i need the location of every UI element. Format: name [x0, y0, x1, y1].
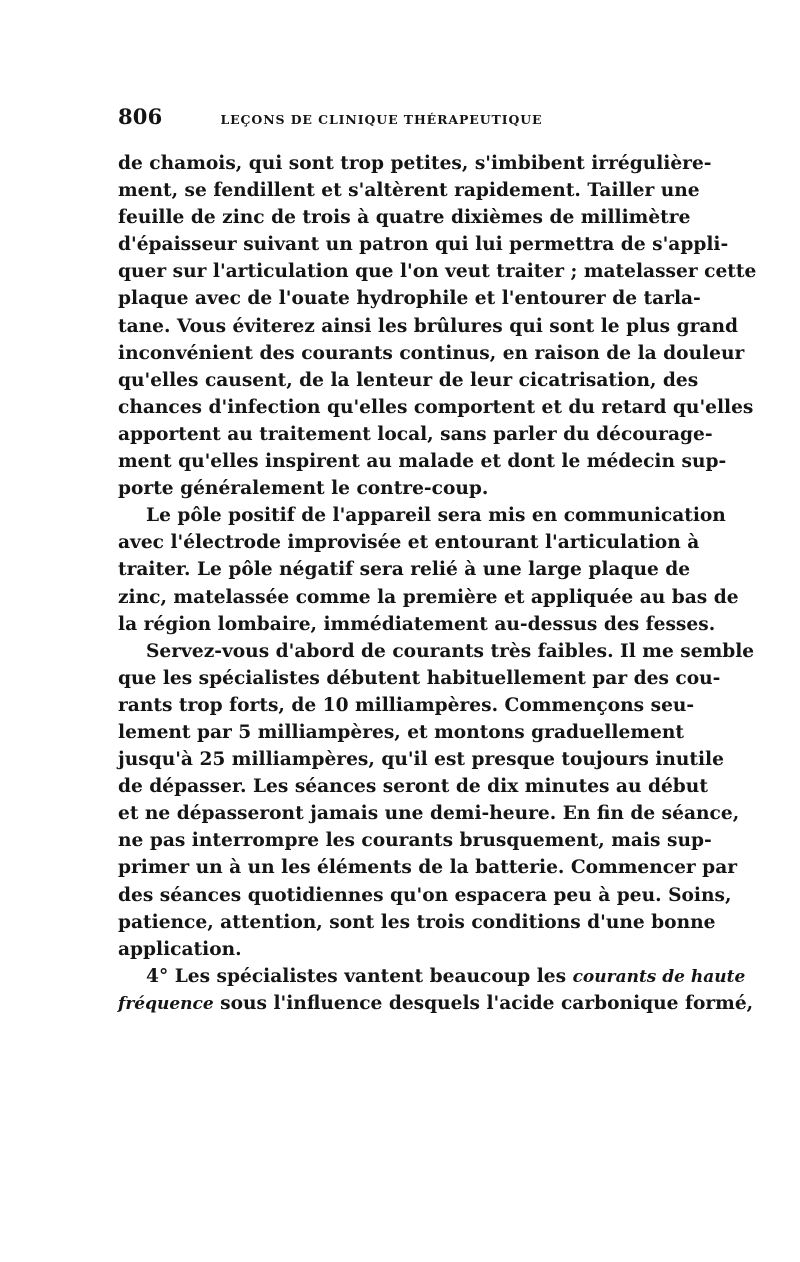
- text-line: avec l'électrode improvisée et entourant l'articulation à: [118, 532, 700, 554]
- text-line: application.: [118, 938, 242, 960]
- text-line: de chamois, qui sont trop petites, s'imbibent irrégulière-: [118, 153, 712, 174]
- text-line: inconvénient des courants continus, en raison de la douleur: [118, 342, 745, 364]
- text-line: patience, attention, sont les trois conditions d'une bonne: [118, 911, 716, 933]
- page-number: 806: [118, 104, 163, 129]
- text-line: Servez-vous d'abord de courants très faibles. Il me semble: [146, 640, 755, 662]
- italic-text: fréquence: [118, 993, 214, 1014]
- text-line: rants trop forts, de 10 milliampères. Commençons seu-: [118, 694, 695, 716]
- text-line: [118, 990, 754, 1017]
- text-line: tane. Vous éviterez ainsi les brûlures qui sont le plus grand: [118, 315, 738, 337]
- text-line: [118, 963, 746, 990]
- text-run: sous l'influence desquels l'acide carbonique formé,: [213, 992, 754, 1014]
- text-line: et ne dépasseront jamais une demi-heure. En fin de séance,: [118, 803, 740, 825]
- text-line: chances d'infection qu'elles comportent et du retard qu'elles: [118, 396, 754, 418]
- text-line: primer un à un les éléments de la batterie. Commencer par: [118, 857, 738, 879]
- running-head: [118, 104, 678, 138]
- text-line: de dépasser. Les séances seront de dix minutes au début: [118, 776, 708, 798]
- text-line: ment qu'elles inspirent au malade et dont le médecin sup-: [118, 451, 727, 473]
- text-line: jusqu'à 25 milliampères, qu'il est presque toujours inutile: [118, 749, 724, 771]
- running-title: LEÇONS DE CLINIQUE THÉRAPEUTIQUE: [220, 112, 543, 127]
- text-line: ment, se fendillent et s'altèrent rapidement. Tailler une: [118, 180, 700, 202]
- text-line: apportent au traitement local, sans parler du découragе-: [118, 423, 713, 445]
- text-line: zinc, matelassée comme la première et appliquée au bas de: [118, 586, 739, 608]
- text-line: traiter. Le pôle négatif sera relié à une large plaque de: [118, 559, 691, 581]
- italic-text: courants de haute: [572, 966, 746, 987]
- text-line: ne pas interrompre les courants brusquement, mais sup-: [118, 830, 712, 852]
- text-line: des séances quotidiennes qu'on espacera peu à peu. Soins,: [118, 884, 732, 906]
- text-line: lement par 5 milliampères, et montons graduellement: [118, 721, 684, 743]
- text-line: feuille de zinc de trois à quatre dixièmes de millimètre: [118, 207, 691, 229]
- text-line: quer sur l'articulation que l'on veut traiter ; matelasser cette: [118, 261, 757, 283]
- text-line: plaque avec de l'ouate hydrophile et l'entourer de tarla-: [118, 288, 701, 310]
- text-line: que les spécialistes débutent habituellement par des cou-: [118, 667, 721, 689]
- text-line: qu'elles causent, de la lenteur de leur cicatrisation, des: [118, 369, 699, 391]
- body-text: [118, 150, 757, 1017]
- text-line: la région lombaire, immédiatement au-dessus des fesses.: [118, 613, 716, 635]
- text-line: Le pôle positif de l'appareil sera mis en communication: [146, 505, 726, 527]
- text-line: d'épaisseur suivant un patron qui lui permettra de s'appli-: [118, 234, 729, 256]
- text-run: 4° Les spécialistes vantent beaucoup les: [146, 965, 573, 987]
- text-line: porte généralement le contre-coup.: [118, 478, 489, 500]
